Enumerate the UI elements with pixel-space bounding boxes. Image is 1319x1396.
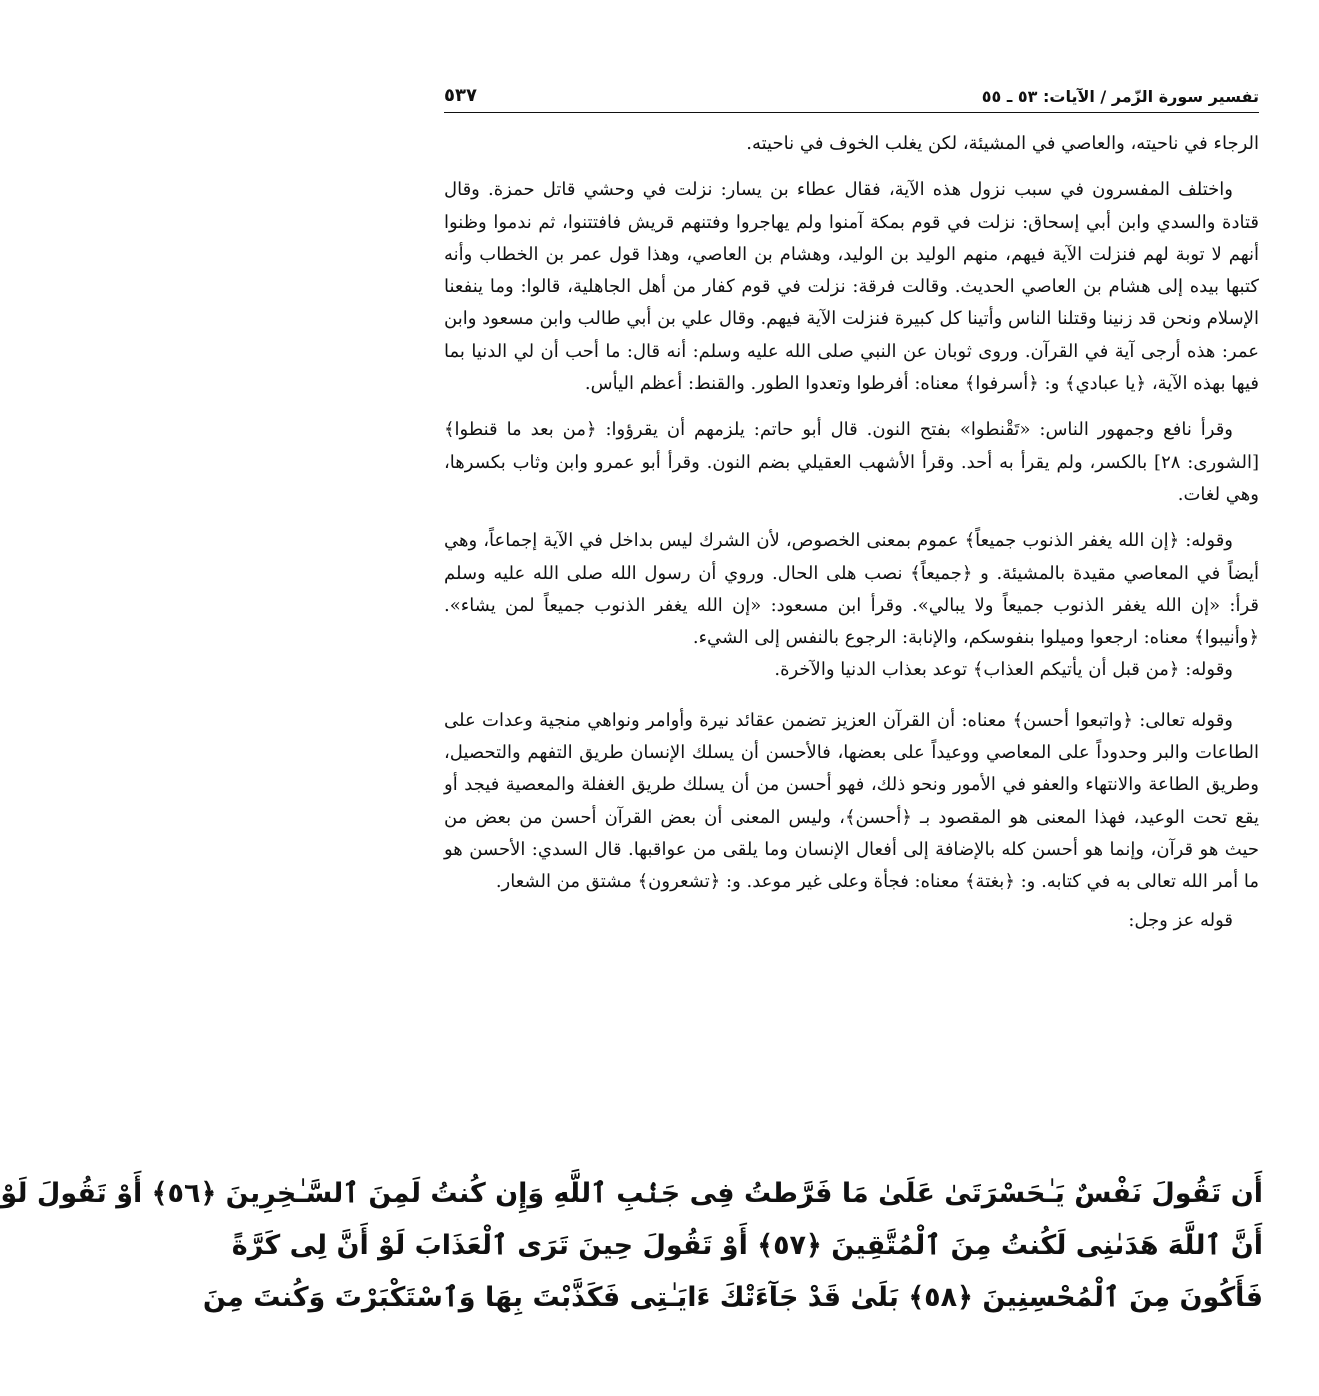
quran-line: أَنَّ ٱللَّهَ هَدَىٰنِى لَكُنتُ مِنَ ٱلْمُتَّقِينَ ﴿٥٧﴾ أَوْ تَقُولَ حِينَ تَرَى ٱلْعَذَابَ لَوْ أَنَّ لِى كَرَّةً — [231, 1230, 1263, 1261]
running-title: تفسير سورة الزّمر / الآيات: ٥٣ ـ ٥٥ — [982, 87, 1259, 112]
page-number: ٥٣٧ — [444, 85, 477, 106]
quran-line: فَأَكُونَ مِنَ ٱلْمُحْسِنِينَ ﴿٥٨﴾ بَلَىٰ قَدْ جَآءَتْكَ ءَايَـٰتِى فَكَذَّبْتَ بِهَا وَٱسْتَكْبَرْتَ وَكُنتَ مِنَ — [202, 1282, 1263, 1313]
paragraph-follow-best: وقوله تعالى: ﴿واتبعوا أحسن﴾ معناه: أن القرآن العزيز تضمن عقائد نيرة وأوامر ونواهي منجية وعدات على الطاعات والبر وحدوداً على المعاصي ووعيداً على بعضها، فالأحسن أن يسلك الإنسان طريق التفهم والتحصيل، وطريق الطاعة والانتهاء والعفو في الأمور ونحو ذلك، فهو أحسن من أن يسلك طريق الغفلة والمعصية فيجد أو يقع تحت الوعيد، فهذا المعنى هو المقصود بـ ﴿أحسن﴾، وليس المعنى أن بعض القرآن أحسن من بعض من حيث هو قرآن، وإنما هو أحسن كله بالإضافة إلى أفعال الإنسان وما يلقى من عواقبها. قال السدي: الأحسن هو ما أمر الله تعالى به في كتابه. و: ﴿بغتة﴾ معناه: فجأة وعلى غير موعد. و: ﴿تشعرون﴾ مشتق من الشعار. — [444, 709, 1259, 893]
quran-line: أَن تَقُولَ نَفْسٌ يَـٰحَسْرَتَىٰ عَلَىٰ مَا فَرَّطتُ فِى جَنۢبِ ٱللَّهِ وَإِن كُنتُ لَمِنَ ٱلسَّـٰخِرِينَ ﴿٥٦﴾ أَوْ تَقُولَ لَوْ — [0, 1178, 1263, 1209]
paragraph-forgiveness: وقوله: ﴿إن الله يغفر الذنوب جميعاً﴾ عموم بمعنى الخصوص، لأن الشرك ليس بداخل في الآية إجماعاً، وهي أيضاً في المعاصي مقيدة بالمشيئة. و ﴿جميعاً﴾ نصب هلى الحال. وروي أن رسول الله صلى الله عليه وسلم قرأ: «إن الله يغفر الذنوب جميعاً ولا يبالي». وقرأ ابن مسعود: «إن الله يغفر الذنوب جميعاً لمن يشاء». ﴿وأنيبوا﴾ معناه: ارجعوا وميلوا بنفوسكم، والإنابة: الرجوع بالنفس إلى الشيء. — [444, 530, 1259, 649]
paragraph-readings: وقرأ نافع وجمهور الناس: «تَقْنطوا» بفتح النون. قال أبو حاتم: يلزمهم أن يقرؤوا: ﴿من بعد ما قنطوا﴾ [الشورى: ٢٨] بالكسر، ولم يقرأ به أحد. وقرأ الأشهب العقيلي بضم النون. وقرأ أبو عمرو وابن وثاب بكسرها، وهي لغات. — [444, 419, 1259, 505]
paragraph-continuation: الرجاء في ناحيته، والعاصي في المشيئة، لكن يغلب الخوف في ناحيته. — [746, 133, 1259, 154]
verse-intro: قوله عز وجل: — [1128, 909, 1233, 931]
quran-verses — [0, 1168, 1263, 1324]
commentary-body — [444, 128, 1259, 937]
page-header — [444, 78, 1259, 113]
paragraph-punishment: وقوله: ﴿من قبل أن يأتيكم العذاب﴾ توعد بعذاب الدنيا والآخرة. — [774, 659, 1233, 681]
paragraph-revelation-cause: واختلف المفسرون في سبب نزول هذه الآية، فقال عطاء بن يسار: نزلت في وحشي قاتل حمزة. وقال قتادة والسدي وابن أبي إسحاق: نزلت في قوم بمكة آمنوا ولم يهاجروا وفتنهم قريش فافتتنوا، ثم ندموا وظنوا أنهم لا توبة لهم فنزلت الآية فيهم، منهم الوليد بن الوليد، وهشام بن العاصي، وهذا قول عمر بن الخطاب وأنه كتبها بيده إلى هشام بن العاصي الحديث. وقالت فرقة: نزلت في قوم كفار من أهل الجاهلية، قالوا: وما ينفعنا الإسلام ونحن قد زنينا وقتلنا الناس وأتينا كل كبيرة فنزلت الآية فيهم. وقال علي بن أبي طالب وابن مسعود وابن عمر: هذه أرجى آية في القرآن. وروى ثوبان عن النبي صلى الله عليه وسلم: أنه قال: ما أحب أن لي الدنيا بما فيها بهذه الآية، ﴿يا عبادي﴾ و: ﴿أسرفوا﴾ معناه: أفرطوا وتعدوا الطور. والقنط: أعظم اليأس. — [444, 179, 1259, 395]
